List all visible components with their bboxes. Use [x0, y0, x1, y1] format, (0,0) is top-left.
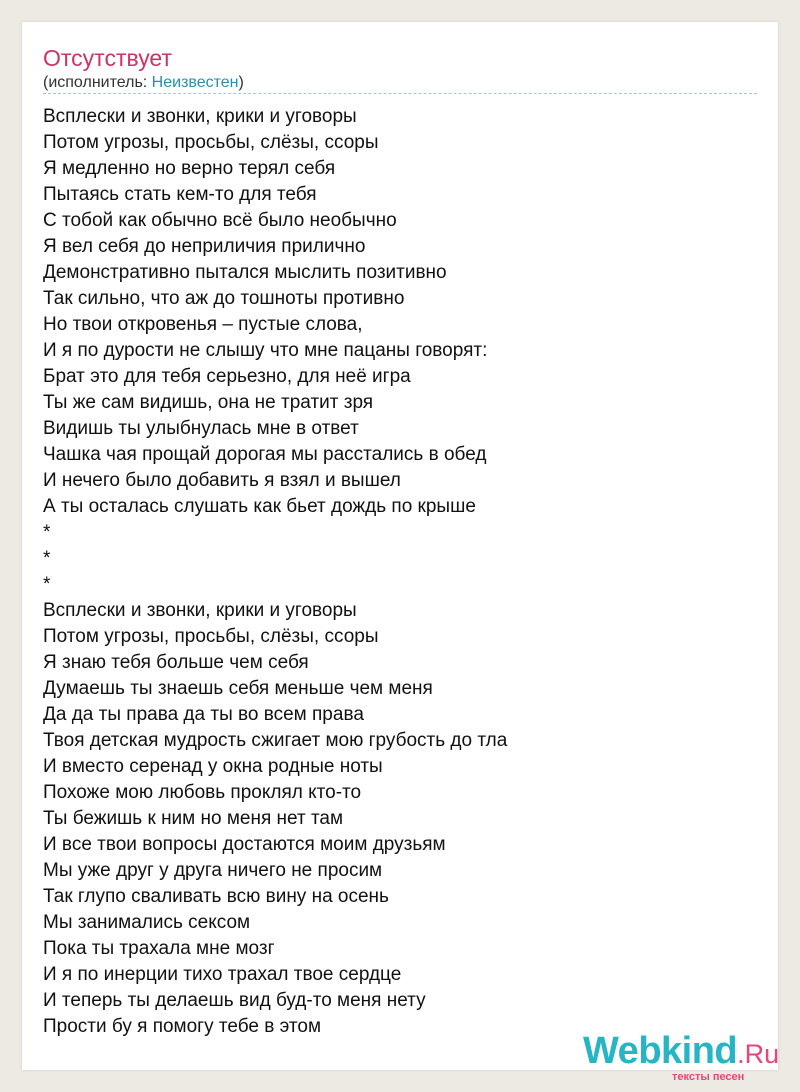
lyric-line: Ты бежишь к ним но меня нет там — [43, 808, 344, 829]
lyric-line: И вместо серенад у окна родные ноты — [43, 756, 383, 777]
lyric-line: И теперь ты делаешь вид буд-то меня нету — [43, 990, 426, 1011]
lyric-line: И нечего было добавить я взял и вышел — [43, 470, 401, 491]
lyric-line: Пытаясь стать кем-то для тебя — [43, 184, 317, 205]
lyric-line: Мы занимались сексом — [43, 912, 251, 933]
lyrics-text — [43, 104, 507, 1040]
lyric-line: * — [43, 548, 51, 569]
lyric-line: Ты же сам видишь, она не тратит зря — [43, 392, 374, 413]
artist-line — [43, 73, 244, 93]
lyrics-card — [22, 22, 780, 1083]
lyric-line: Так сильно, что аж до тошноты противно — [43, 288, 405, 309]
logo-main-text: Webkind — [583, 1030, 738, 1072]
lyric-line: Твоя детская мудрость сжигает мою грубость до тла — [43, 730, 508, 751]
lyric-line: Всплески и звонки, крики и уговоры — [43, 106, 357, 127]
artist-link[interactable]: Неизвестен — [151, 74, 239, 91]
lyric-line: С тобой как обычно всё было необычно — [43, 210, 397, 231]
lyric-line: * — [43, 574, 51, 595]
artist-prefix: (исполнитель: — [43, 74, 152, 91]
song-title: Отсутствует — [43, 45, 172, 71]
lyric-line: * — [43, 522, 51, 543]
lyric-line: Демонстративно пытался мыслить позитивно — [43, 262, 447, 283]
webkind-logo[interactable] — [583, 1028, 783, 1088]
lyric-line: Мы уже друг у друга ничего не просим — [43, 860, 383, 881]
lyric-line: Видишь ты улыбнулась мне в ответ — [43, 418, 359, 439]
lyric-line: Прости бу я помогу тебе в этом — [43, 1016, 322, 1037]
lyric-line: Потом угрозы, просьбы, слёзы, ссоры — [43, 132, 379, 153]
lyric-line: Чашка чая прощай дорогая мы расстались в обед — [43, 444, 487, 465]
lyric-line: Я медленно но верно терял себя — [43, 158, 336, 179]
logo-tagline: тексты песен — [672, 1071, 745, 1083]
lyric-line: Я вел себя до неприличия прилично — [43, 236, 366, 257]
lyric-line: Да да ты права да ты во всем права — [43, 704, 364, 725]
logo-domain: .Ru — [737, 1039, 780, 1069]
lyric-line: Так глупо сваливать всю вину на осень — [43, 886, 389, 907]
lyric-line: Я знаю тебя больше чем себя — [43, 652, 309, 673]
lyric-line: Потом угрозы, просьбы, слёзы, ссоры — [43, 626, 379, 647]
lyric-line: Похоже мою любовь проклял кто-то — [43, 782, 362, 803]
lyric-line: Всплески и звонки, крики и уговоры — [43, 600, 357, 621]
lyric-line: И я по дурости не слышу что мне пацаны говорят: — [43, 340, 488, 361]
lyric-line: Думаешь ты знаешь себя меньше чем меня — [43, 678, 433, 699]
lyric-line: Брат это для тебя серьезно, для неё игра — [43, 366, 411, 387]
divider — [43, 93, 757, 94]
lyric-line: И все твои вопросы достаются моим друзьям — [43, 834, 446, 855]
lyric-line: А ты осталась слушать как бьет дождь по крыше — [43, 496, 476, 517]
lyric-line: И я по инерции тихо трахал твое сердце — [43, 964, 402, 985]
artist-suffix: ) — [238, 74, 244, 91]
lyric-line: Но твои откровенья – пустые слова, — [43, 314, 363, 335]
lyric-line: Пока ты трахала мне мозг — [43, 938, 275, 959]
